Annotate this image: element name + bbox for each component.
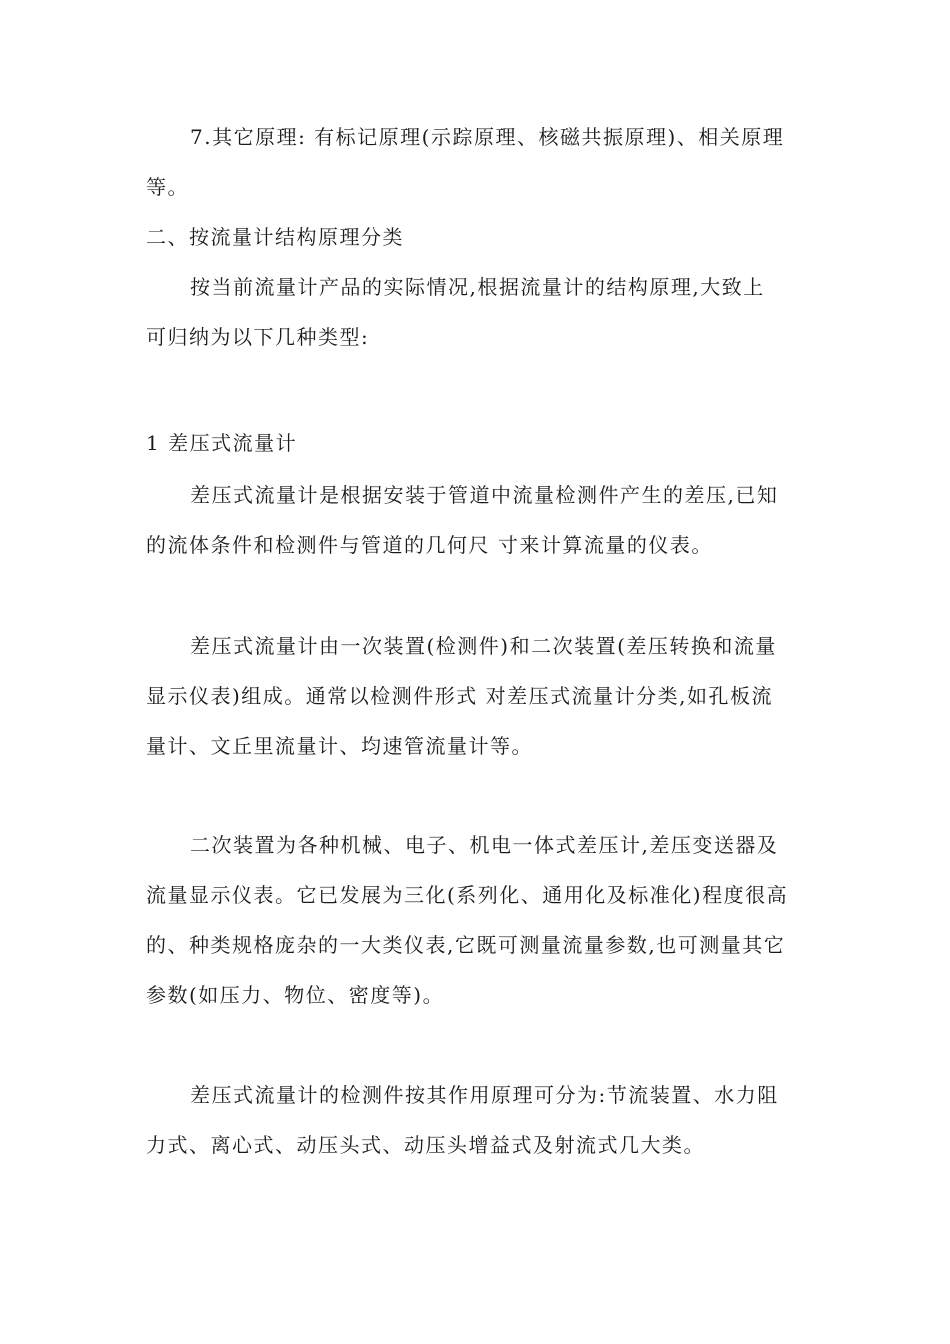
subsection-heading-differential-pressure xyxy=(146,418,810,468)
paragraph-dp-composition xyxy=(146,621,810,771)
text-line: 量计、文丘里流量计、均速管流量计等。 xyxy=(146,734,533,758)
text-line: 7.其它原理: 有标记原理(示踪原理、核磁共振原理)、相关原理 xyxy=(190,125,785,149)
heading-text: 1 差压式流量计 xyxy=(146,431,298,455)
text-line: 差压式流量计由一次装置(检测件)和二次装置(差压转换和流量 xyxy=(190,634,777,658)
text-line: 显示仪表)组成。通常以检测件形式 对差压式流量计分类,如孔板流 xyxy=(146,684,774,708)
text-line: 参数(如压力、物位、密度等)。 xyxy=(146,983,445,1007)
paragraph-dp-definition xyxy=(146,470,810,570)
text-line: 的、种类规格庞杂的一大类仪表,它既可测量流量参数,也可测量其它 xyxy=(146,933,786,957)
heading-text: 二、按流量计结构原理分类 xyxy=(146,225,404,249)
paragraph-secondary-device xyxy=(146,820,810,1020)
text-line: 力式、离心式、动压头式、动压头增益式及射流式几大类。 xyxy=(146,1133,705,1157)
text-line: 差压式流量计的检测件按其作用原理可分为:节流装置、水力阻 xyxy=(190,1083,779,1107)
text-line: 等。 xyxy=(146,175,189,199)
section-heading-structure-classification xyxy=(146,212,810,262)
paragraph-detection-element-types xyxy=(146,1070,810,1170)
text-line: 二次装置为各种机械、电子、机电一体式差压计,差压变送器及 xyxy=(190,833,779,857)
text-line: 按当前流量计产品的实际情况,根据流量计的结构原理,大致上 xyxy=(190,275,765,299)
paragraph-intro-types xyxy=(146,262,810,362)
text-line: 的流体条件和检测件与管道的几何尺 寸来计算流量的仪表。 xyxy=(146,533,713,557)
paragraph-other-principles xyxy=(146,112,810,212)
text-line: 流量显示仪表。它已发展为三化(系列化、通用化及标准化)程度很高 xyxy=(146,883,789,907)
text-line: 差压式流量计是根据安装于管道中流量检测件产生的差压,已知 xyxy=(190,483,779,507)
text-line: 可归纳为以下几种类型: xyxy=(146,325,370,349)
